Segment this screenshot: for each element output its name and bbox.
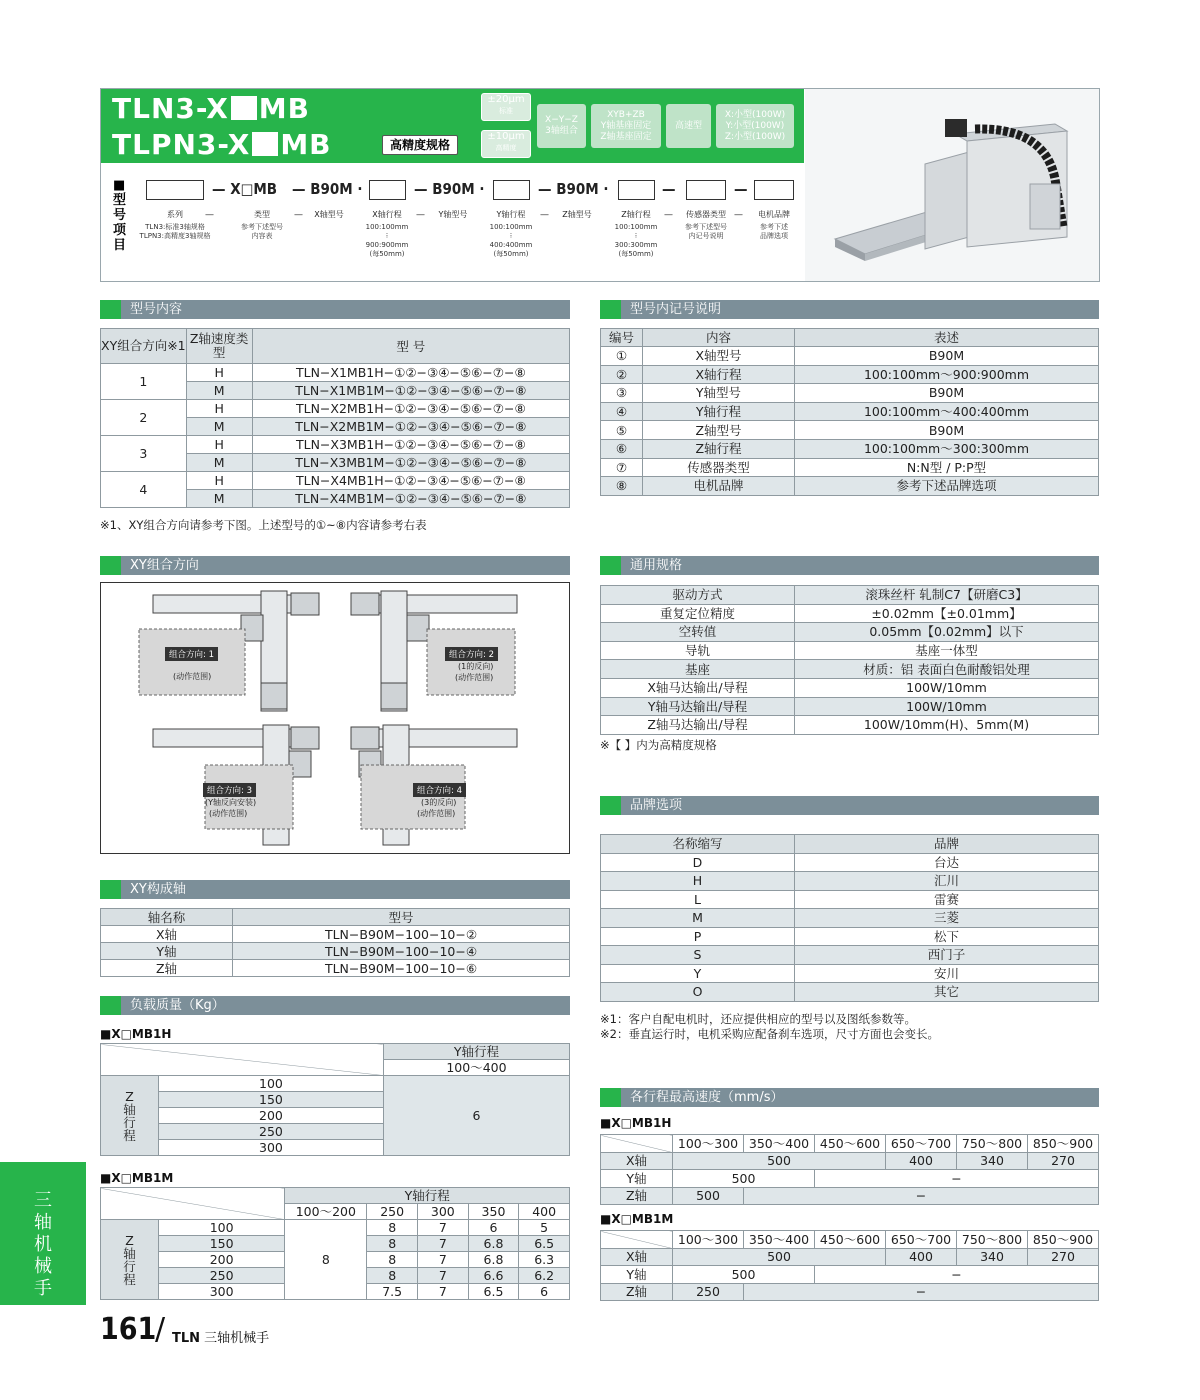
xa-h: 轴名称 [101,909,233,926]
load-m-cell: 7.5 [367,1284,418,1300]
code-label-type: 类型 [254,210,270,219]
dir4-sub: (3的反向) [421,798,457,807]
load-h-ystroke: Y轴行程 [383,1044,569,1060]
xa-h: 型号 [233,909,570,926]
br-name: 台达 [795,853,1099,872]
load-m-cell: 6.8 [468,1236,519,1252]
speed-m-y: − [815,1266,1099,1284]
brand-table [600,834,1099,1002]
dir2-range: (动作范围) [455,673,494,682]
br-name: 汇川 [795,872,1099,891]
mc-model: TLN−X4MB1H−①②−③④−⑤⑥−⑦−⑧ [252,472,569,490]
mc-type: M [186,490,252,508]
mc-model: TLN−X3MB1M−①②−③④−⑤⑥−⑦−⑧ [252,454,569,472]
load-m-cell: 5 [519,1220,570,1236]
xa-axis: Y轴 [101,943,233,960]
speed-m-z: 250 [673,1283,744,1301]
section-general-specs: 通用规格 [600,556,1099,575]
badge-high-speed: 高速型 [666,104,711,148]
load-m-z: 100 [159,1220,285,1236]
cd-h: 表述 [795,329,1099,347]
load-m-cell: 7 [418,1220,469,1236]
speed-m-y: 500 [673,1266,815,1284]
load-m-cell: 6 [519,1284,570,1300]
br-name: 其它 [795,983,1099,1002]
model-content-note: ※1、XY组合方向请参考下图。上述型号的①~⑧内容请参考右表 [100,518,427,532]
mc-model: TLN−X2MB1H−①②−③④−⑤⑥−⑦−⑧ [252,400,569,418]
code-label-series: 系列 [167,210,183,219]
gs-value: 材质：铝 表面白色耐酸铝处理 [795,660,1099,679]
mc-dir: 4 [101,472,187,508]
br-code: D [601,853,795,872]
load-m-cell: 6.5 [519,1236,570,1252]
mc-model: TLN−X4MB1M−①②−③④−⑤⑥−⑦−⑧ [252,490,569,508]
mc-model: TLN−X1MB1M−①②−③④−⑤⑥−⑦−⑧ [252,382,569,400]
load-m-z: 150 [159,1236,285,1252]
gs-value: 0.05mm【0.02mm】以下 [795,623,1099,642]
br-code: H [601,872,795,891]
precision-badge-high: ±10μm 高精度 [481,130,531,158]
br-name: 安川 [795,964,1099,983]
speed-axis: X轴 [601,1248,673,1266]
load-m-cell: 6.5 [468,1284,519,1300]
xy-direction-diagram [100,582,570,854]
mc-type: H [186,364,252,382]
code-box-motor [754,180,794,200]
speed-col: 650～700 [886,1231,957,1249]
gs-key: 导轨 [601,641,795,660]
cd-num: ⑤ [601,421,643,440]
code-desc-series: TLN3:标准3轴规格 TLPN3:高精度3轴规格 [139,223,211,240]
cd-value: B90M [795,421,1099,440]
dir3-label: 组合方向: 3 [203,783,256,797]
page-footer-text: TLN 三轴机械手 [172,1331,270,1346]
speed-h-x: 270 [1028,1152,1099,1170]
mc-dir: 3 [101,436,187,472]
load-m-col: 250 [367,1204,418,1220]
mc-model: TLN−X1MB1H−①②−③④−⑤⑥−⑦−⑧ [252,364,569,382]
dir4-label: 组合方向: 4 [413,783,466,797]
code-box-ystroke [493,180,530,200]
xy-axis-table [100,908,570,977]
speed-h-x: 340 [957,1152,1028,1170]
section-brand: 品牌选项 [600,796,1099,815]
code-label-zmodel: Z轴型号 [562,210,592,219]
title-tlpn3: TLPN3-X MB [112,128,332,161]
gs-key: 基座 [601,660,795,679]
cd-num: ⑥ [601,439,643,458]
cd-h: 内容 [643,329,795,347]
load-m-cell: 7 [418,1236,469,1252]
gs-value: 100W/10mm(H)、5mm(M) [795,716,1099,735]
speed-h-x: 500 [673,1152,886,1170]
cd-num: ③ [601,384,643,403]
general-specs-table [600,585,1099,735]
cd-value: B90M [795,347,1099,366]
speed-axis: Y轴 [601,1170,673,1188]
load-h-z: 150 [159,1092,384,1108]
load-m-table [100,1187,570,1300]
dir3-range: (动作范围) [209,809,248,818]
cd-value: B90M [795,384,1099,403]
speed-m-x: 340 [957,1248,1028,1266]
model-content-table [100,328,570,508]
load-m-cell: 8 [367,1268,418,1284]
speed-col: 350～400 [744,1135,815,1153]
load-m-col: 400 [519,1204,570,1220]
code-box-xstroke [369,180,406,200]
speed-col: 100～300 [673,1135,744,1153]
cd-num: ⑦ [601,458,643,477]
cd-value: 100:100mm～400:400mm [795,402,1099,421]
load-m-z: 300 [159,1284,285,1300]
speed-m-z: − [744,1283,1099,1301]
load-h-range: 100～400 [383,1060,569,1076]
load-m-col: 100～200 [285,1204,367,1220]
gs-value: 滚珠丝杆 轧制C7【研磨C3】 [795,586,1099,605]
mc-dir: 1 [101,364,187,400]
mc-type: M [186,418,252,436]
br-code: L [601,890,795,909]
gs-key: 空转值 [601,623,795,642]
gs-value: ±0.02mm【±0.01mm】 [795,604,1099,623]
speed-m-corner [601,1231,673,1249]
load-h-z: 300 [159,1140,384,1156]
xa-model: TLN−B90M−100−10−④ [233,943,570,960]
speed-col: 450～600 [815,1135,886,1153]
speed-h-corner [601,1135,673,1153]
cd-item: Y轴型号 [643,384,795,403]
mc-model: TLN−X3MB1H−①②−③④−⑤⑥−⑦−⑧ [252,436,569,454]
code-label-xmodel: X轴型号 [314,210,344,219]
code-desc-xstroke: 100:100mm ⁝ 900:900mm (每50mm) [365,223,409,258]
load-sub-h: ■X□MB1H [100,1027,172,1041]
section-xy-direction: XY组合方向 [100,556,570,575]
br-code: S [601,946,795,965]
speed-col: 650～700 [886,1135,957,1153]
mc-h3: 型 号 [252,329,569,364]
load-h-corner [101,1044,384,1076]
mc-model: TLN−X2MB1M−①②−③④−⑤⑥−⑦−⑧ [252,418,569,436]
cd-item: Y轴行程 [643,402,795,421]
load-m-col: 300 [418,1204,469,1220]
xa-axis: X轴 [101,926,233,943]
precision-badge-standard: ±20μm 标准 [481,93,531,121]
gs-value: 100W/10mm [795,697,1099,716]
br-name: 松下 [795,927,1099,946]
br-code: P [601,927,795,946]
speed-m-x: 270 [1028,1248,1099,1266]
section-xy-axis: XY构成轴 [100,880,570,899]
gs-value: 100W/10mm [795,678,1099,697]
load-m-cell: 7 [418,1284,469,1300]
model-code-side-label: ■型号项目 [113,178,127,253]
load-h-z: 100 [159,1076,384,1092]
page-slash: / [155,1312,166,1347]
load-m-ystroke: Y轴行程 [285,1188,570,1204]
br-name: 雷赛 [795,890,1099,909]
section-model-content: 型号内容 [100,300,570,319]
speed-h-y: 500 [673,1170,815,1188]
speed-col: 750～800 [957,1231,1028,1249]
section-code-desc: 型号内记号说明 [600,300,1099,319]
code-label-ymodel: Y轴型号 [438,210,468,219]
cd-value: 100:100mm～900:900mm [795,365,1099,384]
mc-h1: XY组合方向※1 [101,329,187,364]
badge-motor-size: X:小型(100W) Y:小型(100W) Z:小型(100W) [716,104,794,148]
mc-type: M [186,382,252,400]
high-precision-label: 高精度规格 [382,135,458,155]
gs-value: 基座一体型 [795,641,1099,660]
cd-num: ② [601,365,643,384]
code-desc-ystroke: 100:100mm ⁝ 400:400mm (每50mm) [489,223,533,258]
cd-item: 传感器类型 [643,458,795,477]
load-m-cell: 7 [418,1268,469,1284]
xa-model: TLN−B90M−100−10−② [233,926,570,943]
code-desc-sensor: 参考下述型号 内记号说明 [685,223,727,240]
speed-m-x: 400 [886,1248,957,1266]
br-name: 三菱 [795,909,1099,928]
speed-axis: Y轴 [601,1266,673,1284]
load-m-cell: 8 [367,1220,418,1236]
load-m-zstroke: Z轴行程 [101,1220,159,1300]
load-m-z: 250 [159,1268,285,1284]
cd-num: ⑧ [601,477,643,496]
page-number: 161 [100,1312,157,1347]
speed-axis: Z轴 [601,1283,673,1301]
title-tln3: TLN3-X MB [112,92,311,125]
code-sep-sensor: — [662,180,676,198]
gs-key: 驱动方式 [601,586,795,605]
cd-value: N:N型 / P:P型 [795,458,1099,477]
code-box-sensor [686,180,726,200]
code-b90m-x: — B90M · [292,180,363,198]
gs-key: Y轴马达输出/导程 [601,697,795,716]
load-m-cell: 6 [468,1220,519,1236]
mc-type: H [186,472,252,490]
br-h: 品牌 [795,835,1099,854]
gs-key: Z轴马达输出/导程 [601,716,795,735]
section-load: 负载质量（Kg） [100,996,570,1015]
speed-col: 350～400 [744,1231,815,1249]
badge-base-fixed: XYB+ZB Y轴基座固定 Z轴基座固定 [591,104,661,148]
dir3-sub: (Y轴反向安装) [205,798,257,807]
speed-sub-m: ■X□MB1M [600,1212,674,1226]
load-m-cell: 6.6 [468,1268,519,1284]
gs-key: 重复定位精度 [601,604,795,623]
load-m-corner [101,1188,285,1220]
load-m-z: 200 [159,1252,285,1268]
code-box-series [146,180,204,200]
section-speed: 各行程最高速度（mm/s） [600,1088,1099,1107]
load-h-zstroke: Z轴行程 [101,1076,159,1156]
load-m-first: 8 [285,1220,367,1300]
dir1-label: 组合方向: 1 [165,647,218,661]
cd-num: ① [601,347,643,366]
load-m-col: 350 [468,1204,519,1220]
br-code: Y [601,964,795,983]
cd-item: Z轴型号 [643,421,795,440]
dir2-label: 组合方向: 2 [445,647,498,661]
speed-h-z: 500 [673,1187,744,1205]
code-desc-motor: 参考下述 品牌选项 [760,223,788,240]
speed-col: 450～600 [815,1231,886,1249]
cd-num: ④ [601,402,643,421]
code-sep-x: — X□MB [212,180,278,198]
cd-item: Z轴行程 [643,439,795,458]
speed-axis: X轴 [601,1152,673,1170]
speed-col: 850～900 [1028,1135,1099,1153]
side-tab: 三轴机械手 [0,1162,86,1305]
code-sep-motor: — [734,180,748,198]
dir2-sub: (1的反向) [458,662,494,671]
br-name: 西门子 [795,946,1099,965]
br-code: M [601,909,795,928]
code-label-ystroke: Y轴行程 [496,210,526,219]
load-m-cell: 6.8 [468,1252,519,1268]
code-label-xstroke: X轴行程 [372,210,402,219]
dir4-range: (动作范围) [417,809,456,818]
load-h-z: 250 [159,1124,384,1140]
brand-note-1: ※1：客户自配电机时，还应提供相应的型号以及图纸参数等。 [600,1012,916,1026]
product-image [805,89,1099,281]
code-label-motor: 电机品牌 [758,210,790,219]
br-code: O [601,983,795,1002]
speed-col: 850～900 [1028,1231,1099,1249]
mc-type: H [186,436,252,454]
load-m-cell: 7 [418,1252,469,1268]
load-h-z: 200 [159,1108,384,1124]
code-label-sensor: 传感器类型 [686,210,726,219]
mc-h2: Z轴速度类型 [186,329,252,364]
code-desc-zstroke: 100:100mm ⁝ 300:300mm (每50mm) [614,223,658,258]
load-m-cell: 8 [367,1236,418,1252]
load-m-cell: 6.3 [519,1252,570,1268]
code-label-zstroke: Z轴行程 [621,210,651,219]
code-b90m-y: — B90M · [414,180,485,198]
speed-h-x: 400 [886,1152,957,1170]
mc-dir: 2 [101,400,187,436]
speed-h-y: − [815,1170,1099,1188]
xa-axis: Z轴 [101,960,233,977]
speed-col: 750～800 [957,1135,1028,1153]
load-h-table [100,1043,570,1156]
general-specs-note: ※【 】内为高精度规格 [600,738,717,752]
load-m-cell: 6.2 [519,1268,570,1284]
speed-sub-h: ■X□MB1H [600,1116,672,1130]
speed-m-table [600,1230,1099,1301]
speed-h-z: − [744,1187,1099,1205]
load-m-cell: 8 [367,1252,418,1268]
xa-model: TLN−B90M−100−10−⑥ [233,960,570,977]
speed-m-x: 500 [673,1248,886,1266]
brand-note-2: ※2：垂直运行时，电机采购应配备刹车选项，尺寸方面也会变长。 [600,1027,939,1041]
code-box-zstroke [618,180,655,200]
speed-col: 100～300 [673,1231,744,1249]
cd-item: 电机品牌 [643,477,795,496]
br-h: 名称缩写 [601,835,795,854]
dir1-range: (动作范围) [173,672,212,681]
cd-h: 编号 [601,329,643,347]
load-h-value: 6 [383,1076,569,1156]
cd-item: X轴型号 [643,347,795,366]
mc-type: M [186,454,252,472]
badge-xyz: X−Y−Z 3轴组合 [537,104,586,148]
mc-type: H [186,400,252,418]
cd-item: X轴行程 [643,365,795,384]
code-desc-table [600,328,1099,496]
cd-value: 100:100mm～300:300mm [795,439,1099,458]
load-sub-m: ■X□MB1M [100,1171,174,1185]
speed-h-table [600,1134,1099,1205]
code-b90m-z: — B90M · [538,180,609,198]
speed-axis: Z轴 [601,1187,673,1205]
gs-key: X轴马达输出/导程 [601,678,795,697]
cd-value: 参考下述品牌选项 [795,477,1099,496]
code-desc-type: 参考下述型号 内容表 [241,223,283,240]
